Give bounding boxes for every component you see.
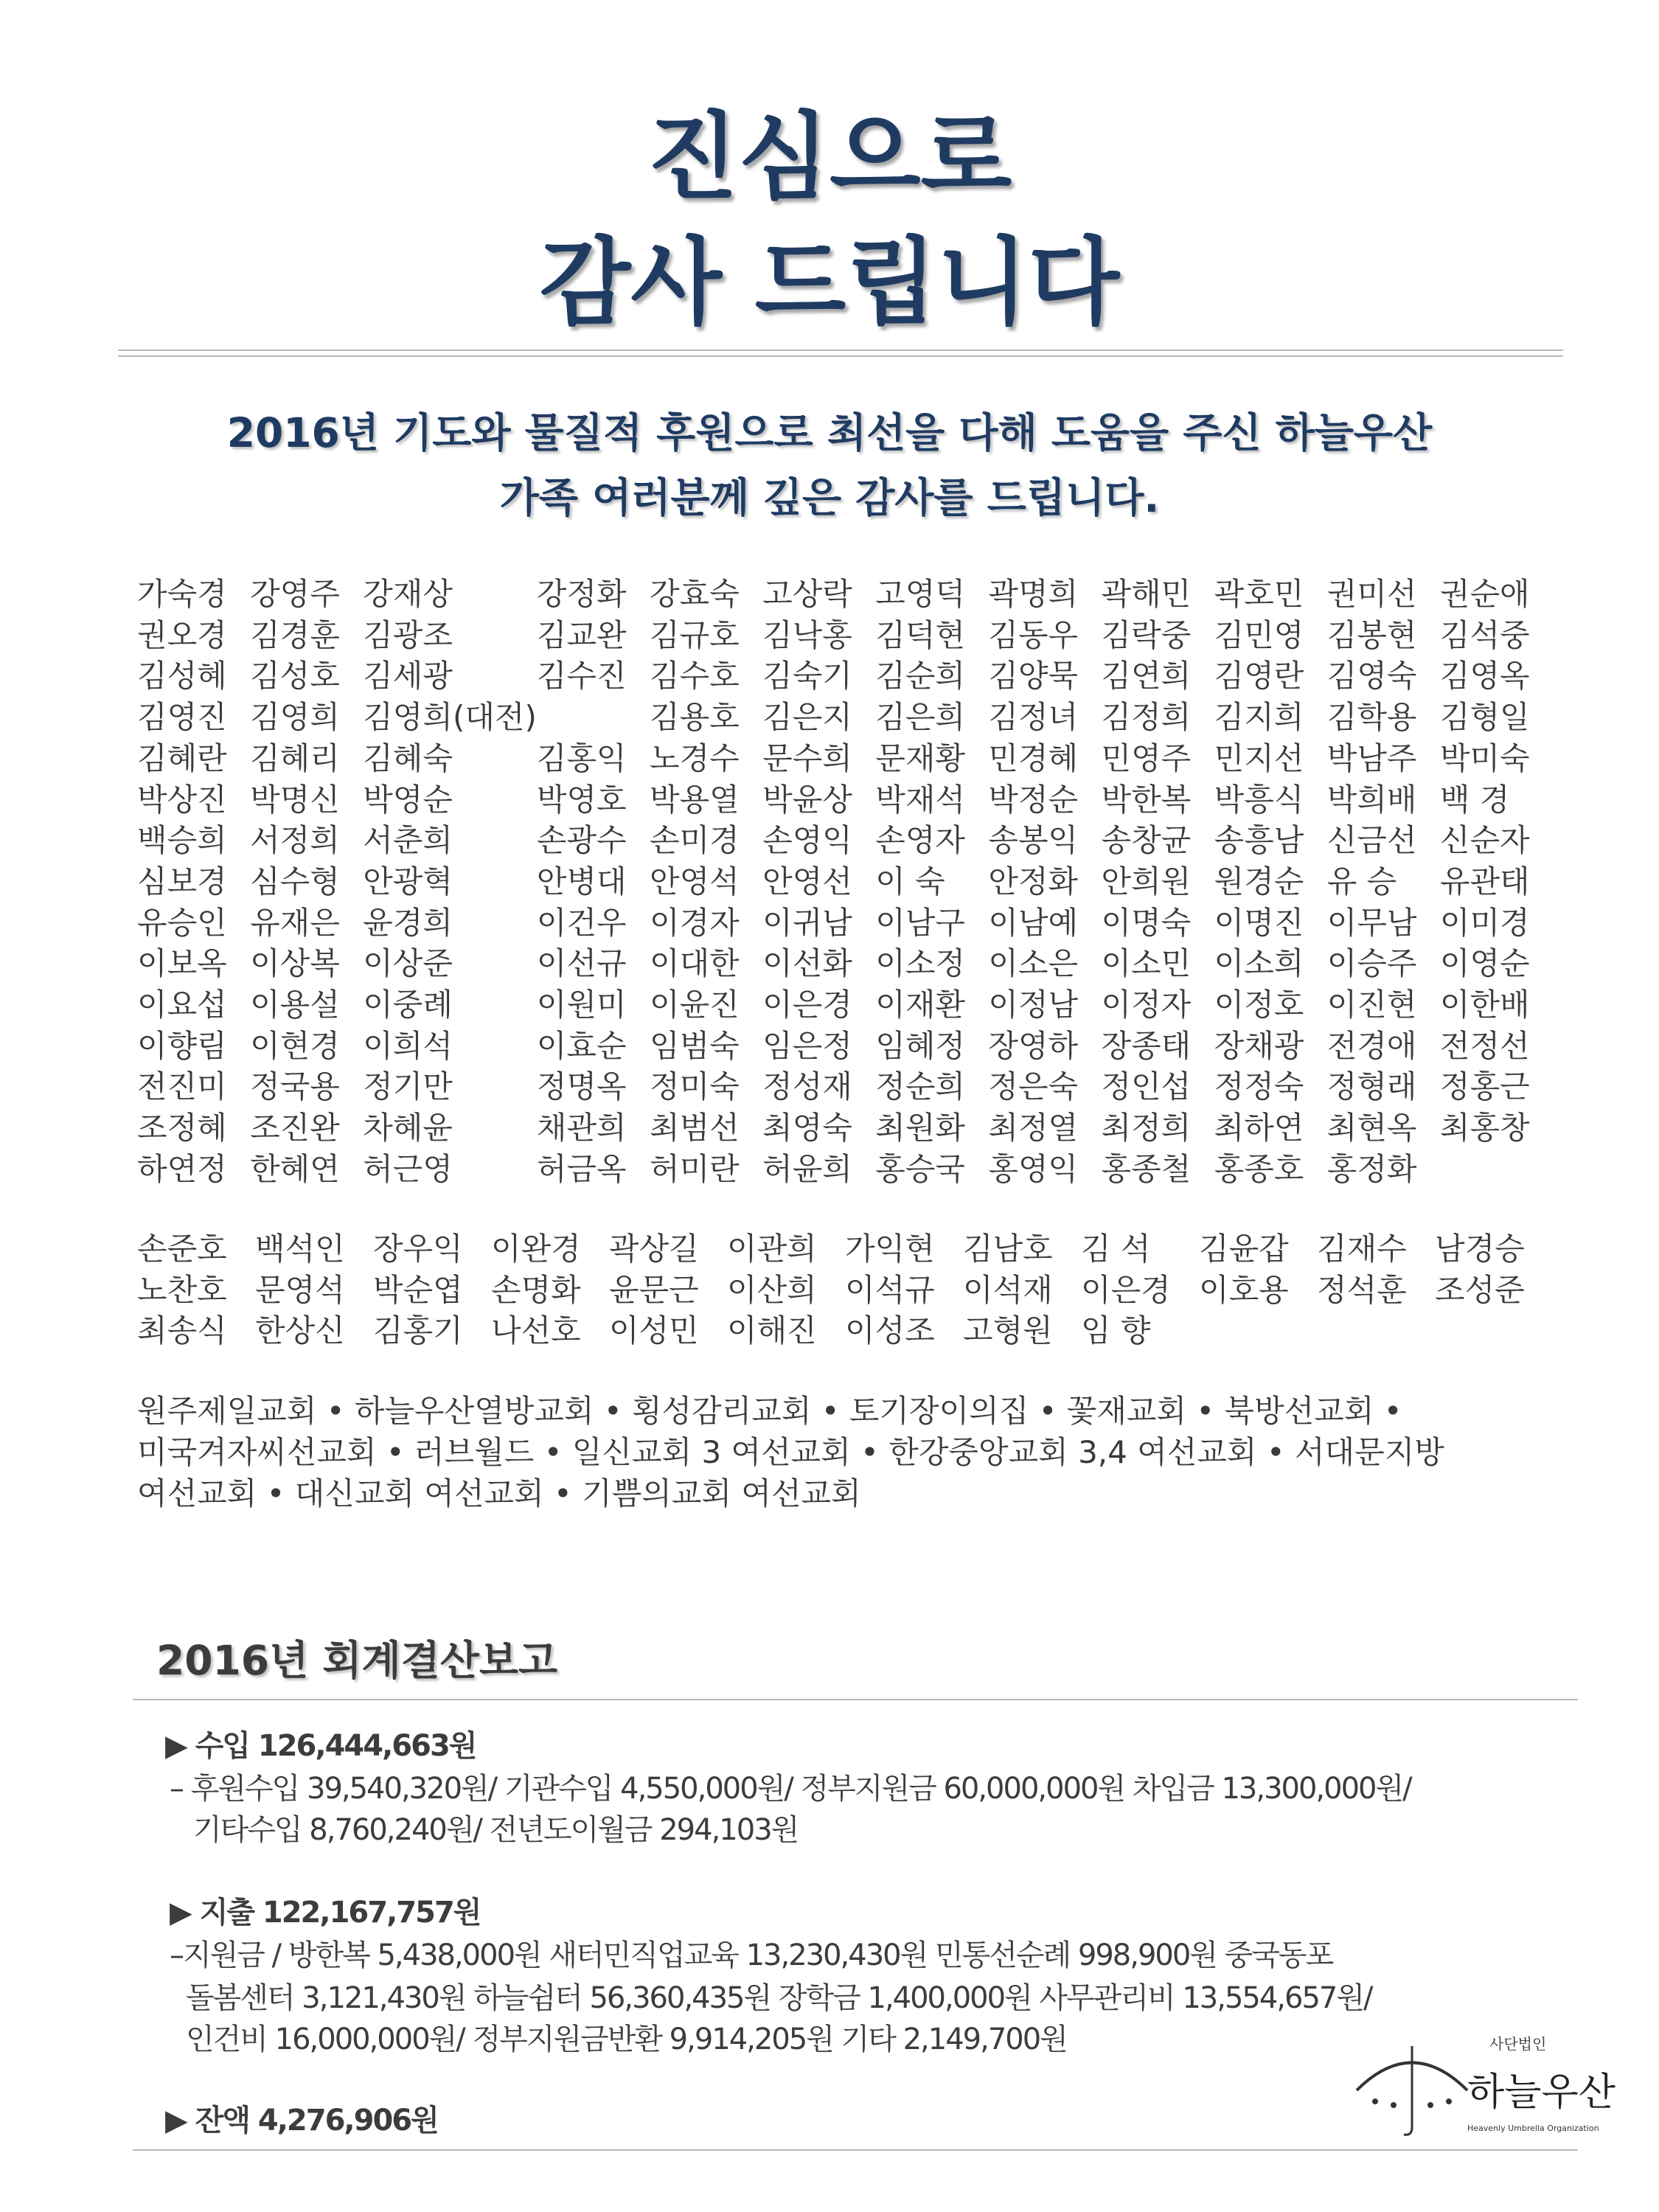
donor-name: 김정희: [1101, 699, 1192, 736]
donor-name: 이정남: [988, 987, 1079, 1023]
donor-name: 정기만: [363, 1068, 453, 1105]
donor-name: 심보경: [137, 863, 227, 900]
donor-name: 이명숙: [1101, 904, 1192, 941]
donor-name: 이상복: [250, 945, 340, 982]
donor-name: 이정자: [1101, 987, 1192, 1023]
donor-name: 이향림: [137, 1027, 227, 1064]
donor-name: 권미선: [1326, 576, 1417, 612]
donor-name: 손영익: [762, 822, 852, 859]
donor-name: 정미숙: [650, 1068, 740, 1105]
donor-name: 김경훈: [250, 616, 340, 653]
donor-name: 김영희(대전): [363, 699, 537, 736]
donor-name: 원경순: [1214, 863, 1304, 900]
donor-name: 노찬호: [137, 1271, 227, 1308]
church-donor-list: [137, 1391, 1582, 1514]
donor-name: 김세광: [363, 658, 453, 695]
donor-name: 허윤희: [762, 1150, 852, 1187]
donor-name: 강효숙: [650, 576, 740, 612]
donor-name: 김윤갑: [1199, 1231, 1289, 1267]
donor-name: 이귀남: [762, 904, 852, 941]
donor-name: 이남구: [875, 904, 965, 941]
donor-name: 안희원: [1101, 863, 1192, 900]
donor-name: 장우익: [373, 1231, 463, 1267]
donor-name: 임 향: [1081, 1312, 1151, 1349]
donor-name: 이정호: [1214, 987, 1304, 1023]
donor-name: 하연정: [137, 1150, 227, 1187]
donor-name: 유승인: [137, 904, 227, 941]
donor-name: 김 석: [1081, 1231, 1151, 1267]
donor-name: 신순자: [1439, 822, 1530, 859]
donor-name: 이선규: [536, 945, 627, 982]
donor-name: 박재석: [875, 781, 965, 818]
donor-name: 조진완: [250, 1110, 340, 1147]
donor-name: 김영란: [1214, 658, 1304, 695]
donor-name: 김성혜: [137, 658, 227, 695]
donor-name: 서정희: [250, 822, 340, 859]
donor-name: 정정숙: [1214, 1068, 1304, 1105]
donor-name: 최범선: [650, 1110, 740, 1147]
donor-name: 이한배: [1439, 987, 1530, 1023]
donor-name: 가숙경: [137, 576, 227, 612]
donor-name: 민경혜: [988, 740, 1079, 776]
donor-name: 이보옥: [137, 945, 227, 982]
donor-name: 이선화: [762, 945, 852, 982]
logo-small-text: 사단법인: [1489, 2035, 1547, 2053]
donor-name: 박용열: [650, 781, 740, 818]
donor-list-second-group: [137, 1228, 1553, 1352]
intro-line1: 2016년 기도와 물질적 후원으로 최선을 다해 도움을 주신 하늘우산: [226, 409, 1433, 456]
donor-name: 안정화: [988, 863, 1079, 900]
donor-name: 박남주: [1326, 740, 1417, 776]
donor-name: 김교완: [536, 616, 627, 653]
donor-name: 허근영: [363, 1150, 453, 1187]
donor-name: 이완경: [491, 1231, 581, 1267]
donor-name: 서춘희: [363, 822, 453, 859]
donor-name: 안영석: [650, 863, 740, 900]
donor-name: 박상진: [137, 781, 227, 818]
donor-name: 김영희: [250, 699, 340, 736]
donor-name: 강영주: [250, 576, 340, 612]
donor-name: 이재환: [875, 987, 965, 1023]
donor-name: 박정순: [988, 781, 1079, 818]
logo-name: 하늘우산: [1467, 2070, 1615, 2115]
donor-name: 이원미: [536, 987, 627, 1023]
donor-name: 강정화: [536, 576, 627, 612]
donor-name: 곽호민: [1214, 576, 1304, 612]
donor-name: 박희배: [1326, 781, 1417, 818]
expense-detail-line3: 인건비 16,000,000원/ 정부지원금반환 9,914,205원 기타 2,149,700원: [186, 2023, 1067, 2056]
donor-name: 정명옥: [536, 1068, 627, 1105]
donor-name: 김영옥: [1439, 658, 1530, 695]
donor-name: 조정혜: [137, 1110, 227, 1147]
donor-name: 김덕현: [875, 616, 965, 653]
donor-name: 이건우: [536, 904, 627, 941]
donor-name: 임혜정: [875, 1027, 965, 1064]
donor-name: 장종태: [1101, 1027, 1192, 1064]
donor-name: 홍정화: [1326, 1150, 1417, 1187]
donor-name: 문영석: [255, 1271, 345, 1308]
donor-name: 김락중: [1101, 616, 1192, 653]
title-divider: [118, 349, 1563, 357]
donor-name: 박윤상: [762, 781, 852, 818]
donor-name: 김지희: [1214, 699, 1304, 736]
donor-name: 남경승: [1435, 1231, 1525, 1267]
donor-name: 이대한: [650, 945, 740, 982]
donor-name: 이해진: [727, 1312, 817, 1349]
intro-line2: 가족 여러분께 깊은 감사를 드립니다.: [499, 474, 1160, 521]
donor-name: 권오경: [137, 616, 227, 653]
donor-name: 김봉현: [1326, 616, 1417, 653]
donor-name: 김성호: [250, 658, 340, 695]
donor-name: 강재상: [363, 576, 453, 612]
donor-name: 김홍익: [536, 740, 627, 776]
donor-name: 이승주: [1326, 945, 1417, 982]
donor-name: 김혜숙: [363, 740, 453, 776]
page-title-line1: 진심으로: [647, 102, 1012, 212]
donor-name: 문수희: [762, 740, 852, 776]
donor-name: 이호용: [1199, 1271, 1289, 1308]
donor-name: 이진현: [1326, 987, 1417, 1023]
donor-name: 최홍창: [1439, 1110, 1530, 1147]
donor-name: 홍종철: [1101, 1150, 1192, 1187]
donor-name: 홍종호: [1214, 1150, 1304, 1187]
income-detail-line1: – 후원수입 39,540,320원/ 기관수입 4,550,000원/ 정부지원금 60,000,000원 차입금 13,300,000원/: [170, 1772, 1411, 1806]
donor-name: 송흥남: [1214, 822, 1304, 859]
donor-name: 손준호: [137, 1231, 227, 1267]
donor-name: 정인섭: [1101, 1068, 1192, 1105]
donor-name: 박흥식: [1214, 781, 1304, 818]
donor-name: 차혜윤: [363, 1110, 453, 1147]
donor-name: 김낙홍: [762, 616, 852, 653]
donor-name: 허미란: [650, 1150, 740, 1187]
donor-name: 안영선: [762, 863, 852, 900]
donor-name: 한상신: [255, 1312, 345, 1349]
donor-name: 김남호: [963, 1231, 1053, 1267]
donor-name: 홍승국: [875, 1150, 965, 1187]
donor-name: 이상준: [363, 945, 453, 982]
donor-name: 김학용: [1326, 699, 1417, 736]
church-line2: 미국겨자씨선교회 • 러브월드 • 일신교회 3 여선교회 • 한강중앙교회 3,4 여선교회 • 서대문지방: [137, 1434, 1444, 1470]
donor-name: 박순엽: [373, 1271, 463, 1308]
donor-name: 송봉익: [988, 822, 1079, 859]
donor-name: 정홍근: [1439, 1068, 1530, 1105]
donor-name: 김규호: [650, 616, 740, 653]
donor-name: 박영순: [363, 781, 453, 818]
donor-name: 김민영: [1214, 616, 1304, 653]
donor-name: 이성조: [845, 1312, 935, 1349]
donor-name: 이산희: [727, 1271, 817, 1308]
donor-name: 정성재: [762, 1068, 852, 1105]
donor-name: 가익현: [845, 1231, 935, 1267]
donor-name: 김홍기: [373, 1312, 463, 1349]
donor-name: 김영진: [137, 699, 227, 736]
church-line1: 원주제일교회 • 하늘우산열방교회 • 횡성감리교회 • 토기장이의집 • 꽃재교회 • 북방선교회 •: [137, 1393, 1402, 1429]
donor-name: 곽해민: [1101, 576, 1192, 612]
donor-name: 민영주: [1101, 740, 1192, 776]
donor-name: 이중례: [363, 987, 453, 1023]
donor-name: 최송식: [137, 1312, 227, 1349]
donor-name: 이희석: [363, 1027, 453, 1064]
donor-name: 박한복: [1101, 781, 1192, 818]
donor-name: 이소은: [988, 945, 1079, 982]
donor-name: 김영숙: [1326, 658, 1417, 695]
page-title-line2: 감사 드립니다: [539, 228, 1120, 338]
donor-name: 이윤진: [650, 987, 740, 1023]
donor-name: 김순희: [875, 658, 965, 695]
donor-name: 박미숙: [1439, 740, 1530, 776]
donor-name: 임은정: [762, 1027, 852, 1064]
donor-name: 이관희: [727, 1231, 817, 1267]
donor-name: 김광조: [363, 616, 453, 653]
accounting-bottom-divider: [133, 2149, 1578, 2151]
donor-name: 김연희: [1101, 658, 1192, 695]
donor-name: 전정선: [1439, 1027, 1530, 1064]
donor-name: 손미경: [650, 822, 740, 859]
donor-name: 곽명희: [988, 576, 1079, 612]
donor-name: 정국용: [250, 1068, 340, 1105]
donor-name: 나선호: [491, 1312, 581, 1349]
donor-name: 김숙기: [762, 658, 852, 695]
donor-name: 김동우: [988, 616, 1079, 653]
expense-detail-line1: –지원금 / 방한복 5,438,000원 새터민직업교육 13,230,430원 민통선순례 998,900원 중국동포: [170, 1938, 1333, 1972]
donor-name: 장채광: [1214, 1027, 1304, 1064]
expense-heading: ▶ 지출 122,167,757원: [170, 1896, 481, 1930]
accounting-top-divider: [133, 1699, 1578, 1700]
donor-name: 노경수: [650, 740, 740, 776]
donor-name: 문재황: [875, 740, 965, 776]
donor-name: 송창균: [1101, 822, 1192, 859]
church-line3: 여선교회 • 대신교회 여선교회 • 기쁨의교회 여선교회: [137, 1475, 861, 1512]
donor-name: 이석규: [845, 1271, 935, 1308]
donor-name: 고영덕: [875, 576, 965, 612]
donor-name: 최정열: [988, 1110, 1079, 1147]
donor-name: 이성민: [609, 1312, 699, 1349]
donor-name: 김수진: [536, 658, 627, 695]
donor-name: 김석중: [1439, 616, 1530, 653]
donor-name: 손광수: [536, 822, 627, 859]
donor-name: 이은경: [1081, 1271, 1171, 1308]
donor-name: 정석훈: [1317, 1271, 1407, 1308]
donor-name: 정순희: [875, 1068, 965, 1105]
balance-heading: ▶ 잔액 4,276,906원: [165, 2104, 438, 2138]
accounting-title: 2016년 회계결산보고: [156, 1637, 558, 1684]
donor-name: 채관희: [536, 1110, 627, 1147]
donor-name: 김혜란: [137, 740, 227, 776]
donor-name: 이효순: [536, 1027, 627, 1064]
donor-name: 유 승: [1326, 863, 1397, 900]
donor-name: 손명화: [491, 1271, 581, 1308]
donor-name: 신금선: [1326, 822, 1417, 859]
donor-name: 김은지: [762, 699, 852, 736]
donor-name: 전진미: [137, 1068, 227, 1105]
organization-logo: [1349, 2031, 1615, 2142]
donor-name: 이용설: [250, 987, 340, 1023]
donor-name: 김형일: [1439, 699, 1530, 736]
donor-name: 윤문근: [609, 1271, 699, 1308]
donor-name: 윤경희: [363, 904, 453, 941]
donor-name: 김재수: [1317, 1231, 1407, 1267]
donor-name: 김수호: [650, 658, 740, 695]
donor-list-individuals: [137, 574, 1553, 1190]
donor-name: 곽상길: [609, 1231, 699, 1267]
donor-name: 최현옥: [1326, 1110, 1417, 1147]
donor-name: 안병대: [536, 863, 627, 900]
donor-name: 백석인: [255, 1231, 345, 1267]
donor-name: 이영순: [1439, 945, 1530, 982]
donor-name: 최영숙: [762, 1110, 852, 1147]
donor-name: 김은희: [875, 699, 965, 736]
donor-name: 김정녀: [988, 699, 1079, 736]
donor-name: 김양묵: [988, 658, 1079, 695]
donor-name: 민지선: [1214, 740, 1304, 776]
donor-name: 이요섭: [137, 987, 227, 1023]
donor-name: 박영호: [536, 781, 627, 818]
donor-name: 최원화: [875, 1110, 965, 1147]
donor-name: 백승희: [137, 822, 227, 859]
donor-name-spacer: [537, 697, 650, 738]
income-heading: ▶ 수입 126,444,663원: [165, 1729, 476, 1763]
donor-name: 이경자: [650, 904, 740, 941]
donor-name: 최정희: [1101, 1110, 1192, 1147]
donor-name: 이명진: [1214, 904, 1304, 941]
donor-name: 이미경: [1439, 904, 1530, 941]
donor-name: 고형원: [963, 1312, 1053, 1349]
donor-name: 권순애: [1439, 576, 1530, 612]
donor-name: 유관태: [1439, 863, 1530, 900]
donor-name: 최하연: [1214, 1110, 1304, 1147]
donor-name: 이소민: [1101, 945, 1192, 982]
expense-detail-line2: 돌봄센터 3,121,430원 하늘쉼터 56,360,435원 장학금 1,400,000원 사무관리비 13,554,657원/: [186, 1981, 1372, 2015]
donor-name: 한혜연: [250, 1150, 340, 1187]
donor-name: 심수형: [250, 863, 340, 900]
donor-name: 안광혁: [363, 863, 453, 900]
donor-name: 이 숙: [875, 863, 945, 900]
donor-name: 이은경: [762, 987, 852, 1023]
donor-name: 이소정: [875, 945, 965, 982]
donor-name: 허금옥: [536, 1150, 627, 1187]
donor-name: 이현경: [250, 1027, 340, 1064]
donor-name: 이남예: [988, 904, 1079, 941]
donor-name: 김용호: [650, 699, 740, 736]
donor-name: 박명신: [250, 781, 340, 818]
income-detail-line2: 기타수입 8,760,240원/ 전년도이월금 294,103원: [193, 1813, 799, 1847]
donor-name: 이석재: [963, 1271, 1053, 1308]
donor-name: 임범숙: [650, 1027, 740, 1064]
donor-name: 유재은: [250, 904, 340, 941]
logo-english: Heavenly Umbrella Organization: [1467, 2124, 1599, 2133]
donor-name: 김혜리: [250, 740, 340, 776]
donor-name: 손영자: [875, 822, 965, 859]
donor-name: 고상락: [762, 576, 852, 612]
donor-name: 백 경: [1439, 781, 1510, 818]
donor-name: 정형래: [1326, 1068, 1417, 1105]
donor-name: 홍영익: [988, 1150, 1079, 1187]
donor-name: 전경애: [1326, 1027, 1417, 1064]
donor-name: 조성준: [1435, 1271, 1525, 1308]
donor-name: 장영하: [988, 1027, 1079, 1064]
donor-name: 이무남: [1326, 904, 1417, 941]
donor-name: 정은숙: [988, 1068, 1079, 1105]
donor-name: 이소희: [1214, 945, 1304, 982]
